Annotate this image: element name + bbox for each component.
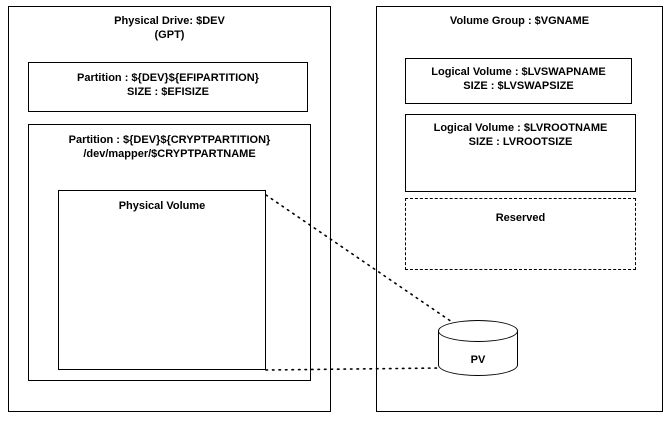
physical-volume-label-wrap [59, 199, 265, 213]
logical-volume-root-line1: Logical Volume : $LVROOTNAME [433, 122, 608, 134]
physical-drive-title-line1: Physical Drive: $DEV [114, 15, 225, 27]
logical-volume-root-label [406, 121, 635, 149]
logical-volume-swap-line1: Logical Volume : $LVSWAPNAME [431, 66, 606, 78]
physical-volume-box [58, 190, 266, 370]
volume-group-title: Volume Group : $VGNAME [449, 15, 590, 27]
crypt-partition-line2: /dev/mapper/$CRYPTPARTNAME [83, 148, 256, 160]
volume-group-title-wrap [376, 14, 663, 28]
logical-volume-swap-label [406, 65, 631, 93]
physical-drive-title-line2: (GPT) [154, 29, 185, 41]
pv-cylinder-label: PV [470, 354, 486, 366]
reserved-box [405, 198, 636, 270]
efi-partition-label [29, 71, 307, 99]
logical-volume-root-line2: SIZE : LVROOTSIZE [468, 136, 573, 148]
crypt-partition-label [29, 133, 310, 161]
physical-volume-label: Physical Volume [118, 200, 206, 212]
efi-partition-box [28, 62, 308, 112]
efi-partition-line1: Partition : ${DEV}${EFIPARTITION} [77, 72, 259, 84]
reserved-label: Reserved [495, 212, 546, 224]
reserved-label-wrap [406, 211, 635, 225]
logical-volume-root-box [405, 114, 636, 192]
logical-volume-swap-line2: SIZE : $LVSWAPSIZE [463, 80, 574, 92]
pv-cylinder-top [438, 320, 518, 342]
physical-drive-title [8, 14, 331, 42]
crypt-partition-line1: Partition : ${DEV}${CRYPTPARTITION} [68, 134, 271, 146]
pv-cylinder [438, 320, 518, 376]
efi-partition-line2: SIZE : $EFISIZE [127, 86, 209, 98]
logical-volume-swap-box [405, 58, 632, 104]
